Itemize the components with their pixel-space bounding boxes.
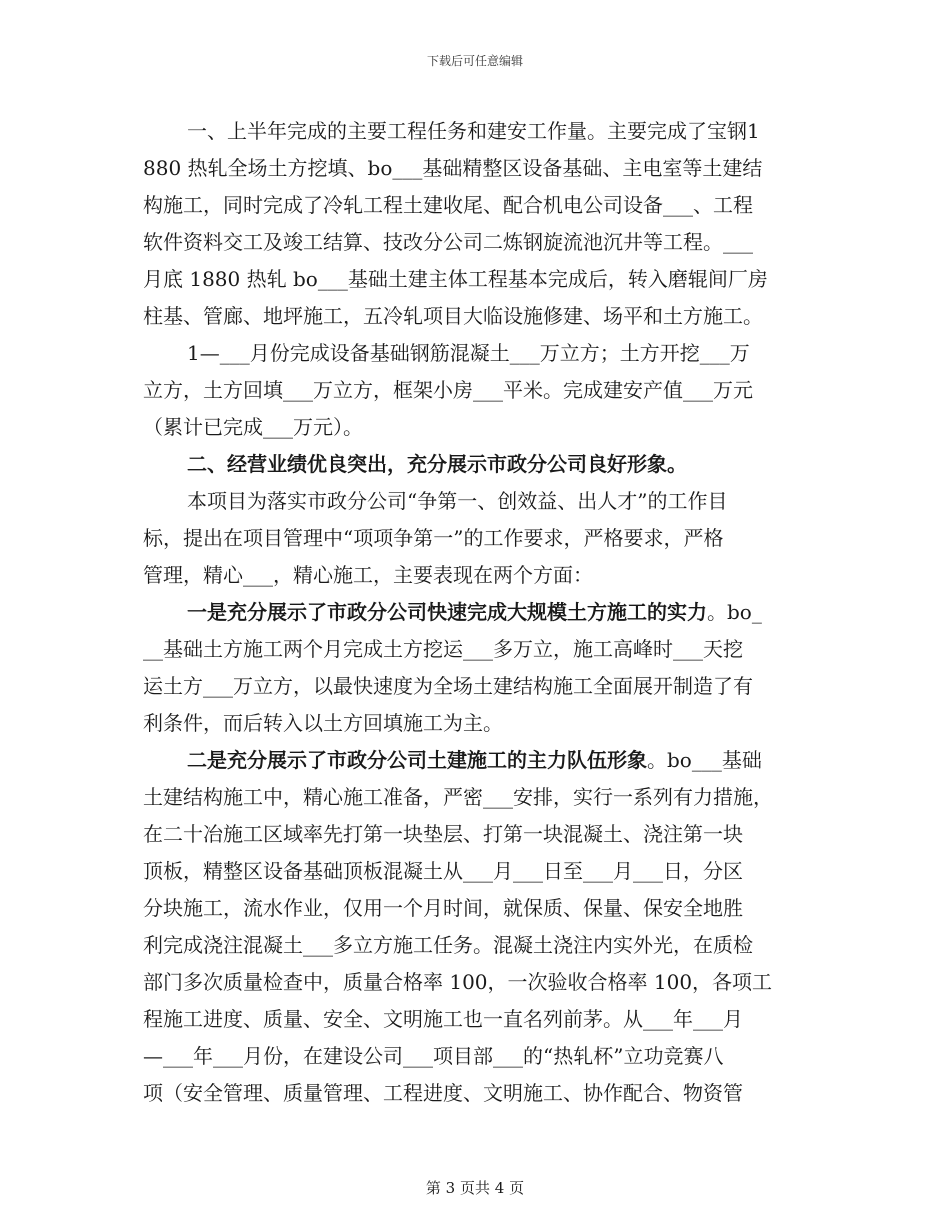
paragraph-line: __基础土方施工两个月完成土方挖运___多万立，施工高峰时___天挖 [143,637,743,661]
document-body [143,113,811,1112]
paragraph-line: 顶板，精整区设备基础顶板混凝土从___月___日至___月___日，分区 [143,859,743,883]
paragraph-line: 部门多次质量检查中，质量合格率 100，一次验收合格率 100，各项工 [143,970,773,994]
paragraph-line [143,742,811,779]
paragraph-line: 利条件，而后转入以土方回填施工为主。 [143,711,503,735]
paragraph-line: —___年___月份，在建设公司___项目部___的“热轧杯”立功竞赛八 [143,1044,724,1068]
paragraph-line: 项（安全管理、质量管理、工程进度、文明施工、协作配合、物资管 [143,1081,743,1105]
page-header: 下载后可任意编辑 [426,54,523,68]
paragraph-line: 分块施工，流水作业，仅用一个月时间，就保质、保量、保安全地胜 [143,896,743,920]
paragraph-line: 利完成浇注混凝土___多立方施工任务。混凝土浇注内实外光，在质检 [143,933,753,957]
point-heading: 二是充分展示了市政分公司土建施工的主力队伍形象 [187,748,647,772]
paragraph-line: 构施工，同时完成了冷轧工程土建收尾、配合机电公司设备___、工程 [143,193,753,217]
paragraph-line: 本项目为落实市政分公司“争第一、创效益、出人才”的工作目 [187,489,728,513]
paragraph-line: 立方，土方回填___万立方，框架小房___平米。完成建安产值___万元 [143,378,753,402]
paragraph-line: 柱基、管廊、地坪施工，五冷轧项目大临设施修建、场平和土方施工。 [143,304,763,328]
paragraph-line: 运土方___万立方，以最快速度为全场土建结构施工全面展开制造了有 [143,674,753,698]
paragraph-text: 。bo___基础 [647,748,762,772]
paragraph-line: 在二十冶施工区域率先打第一块垫层、打第一块混凝土、浇注第一块 [143,822,743,846]
point-heading: 一是充分展示了市政分公司快速完成大规模土方施工的实力 [187,600,707,624]
paragraph-line: 土建结构施工中，精心施工准备，严密___安排，实行一系列有力措施， [143,785,773,809]
paragraph-line: 一、上半年完成的主要工程任务和建安工作量。主要完成了宝钢1 [187,119,760,143]
paragraph-line: 标，提出在项目管理中“项项争第一”的工作要求，严格要求，严格 [143,526,724,550]
paragraph-text: 。bo_ [707,600,762,624]
paragraph-line: 月底 1880 热轧 bo___基础土建主体工程基本完成后，转入磨辊间厂房 [143,267,768,291]
paragraph-line: 软件资料交工及竣工结算、技改分公司二炼钢旋流池沉井等工程。___ [143,230,753,254]
page-footer: 第 3 页共 4 页 [425,1179,525,1197]
paragraph-line: 程施工进度、质量、安全、文明施工也一直名列前茅。从___年___月 [143,1007,743,1031]
paragraph-line [143,594,811,631]
paragraph-line: （累计已完成___万元）。 [143,415,363,439]
paragraph-line: 管理，精心___，精心施工，主要表现在两个方面： [143,563,593,587]
paragraph-line: 880 热轧全场土方挖填、bo___基础精整区设备基础、主电室等土建结 [143,156,763,180]
section-heading: 二、经营业绩优良突出，充分展示市政分公司良好形象。 [187,452,687,476]
paragraph-line: 1—___月份完成设备基础钢筋混凝土___万立方；土方开挖___万 [187,341,750,365]
